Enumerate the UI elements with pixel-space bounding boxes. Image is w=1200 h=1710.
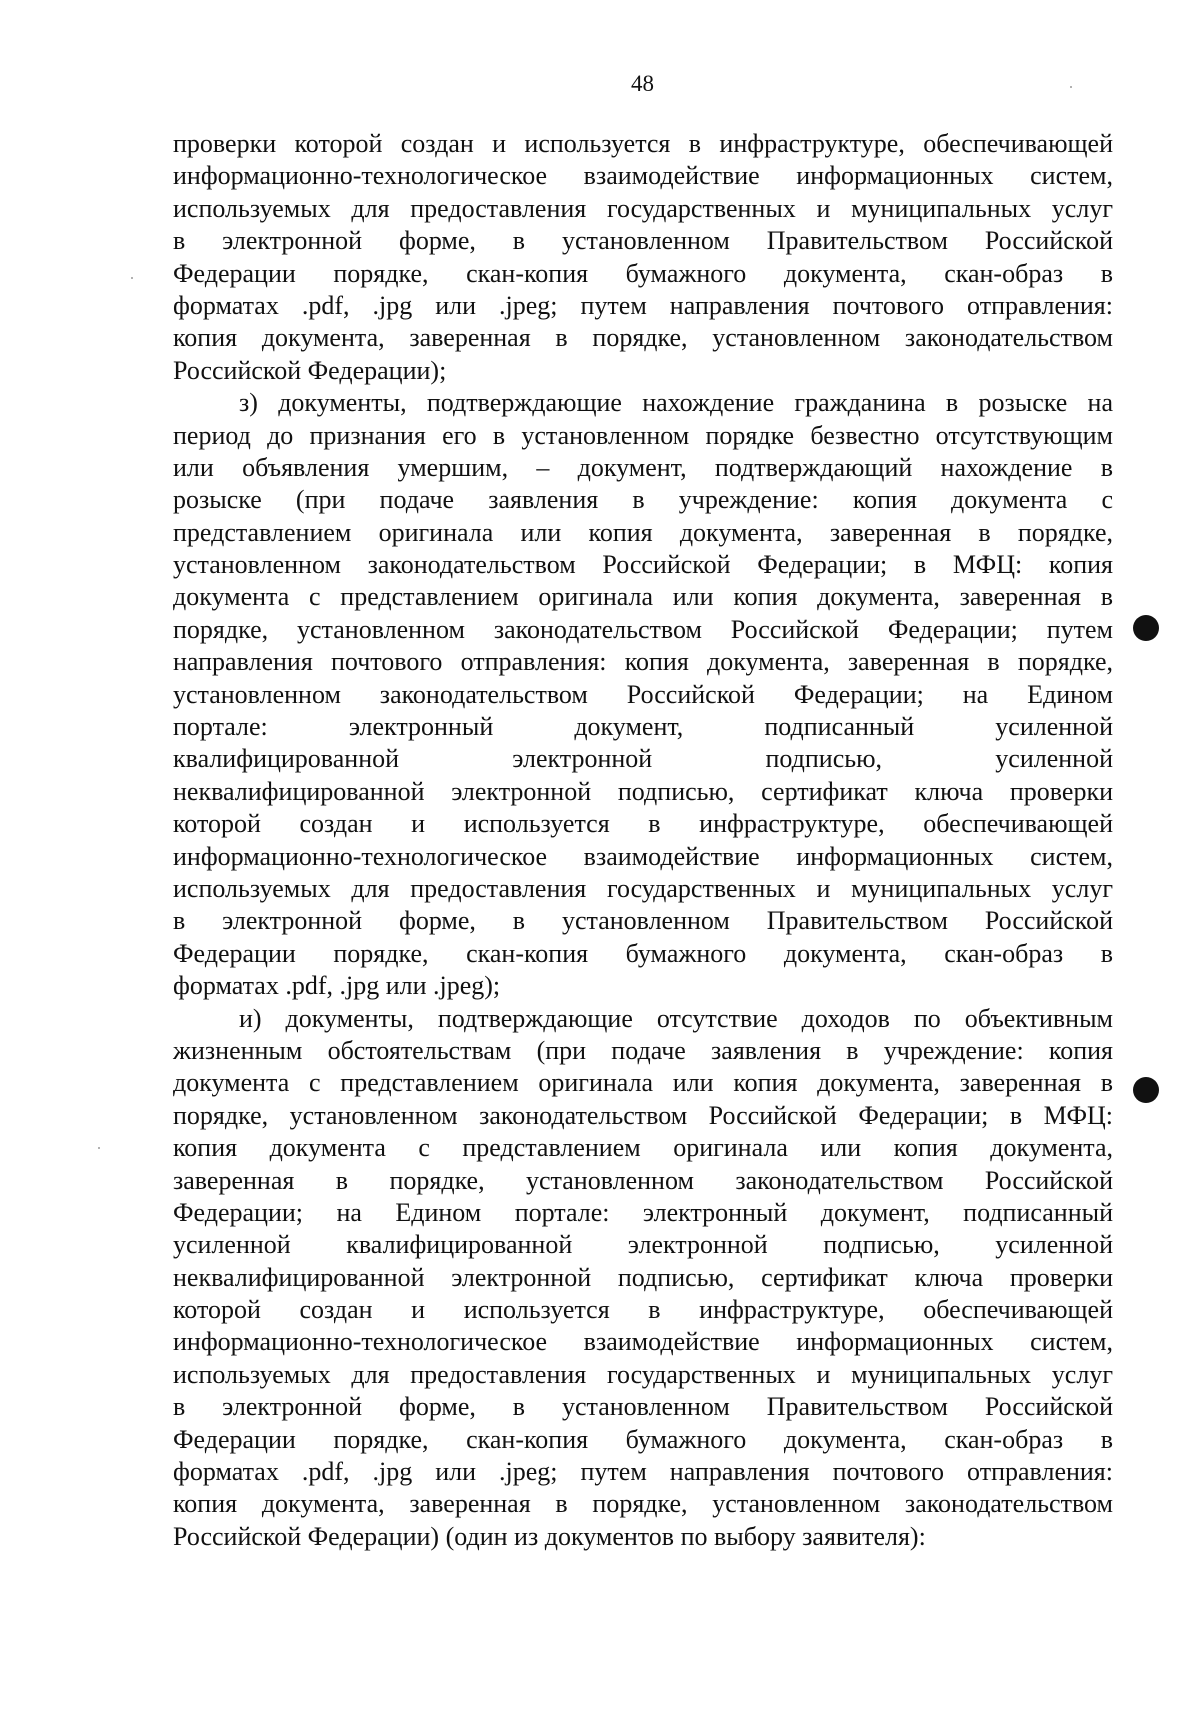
text-line: Федерации порядке, скан-копия бумажного документа, скан-образ в — [173, 258, 1113, 288]
text-line: неквалифицированной электронной подписью, сертификат ключа проверки — [173, 1262, 1113, 1292]
text-line: информационно-технологическое взаимодействие информационных систем, — [173, 161, 1113, 191]
text-line: которой создан и используется в инфраструктуре, обеспечивающей — [173, 809, 1113, 839]
text-line: Российской Федерации) (один из документов по выбору заявителя): — [173, 1521, 926, 1551]
scan-speck — [98, 1147, 100, 1149]
text-line: установленном законодательством Российской Федерации; в МФЦ: копия — [173, 550, 1113, 580]
punch-hole-mark — [1133, 615, 1159, 641]
text-line: Федерации порядке, скан-копия бумажного документа, скан-образ в — [173, 938, 1113, 968]
text-line: Федерации; на Едином портале: электронный документ, подписанный — [173, 1197, 1113, 1227]
text-line: квалифицированной электронной подписью, усиленной — [173, 744, 1113, 774]
text-line: период до признания его в установленном порядке безвестно отсутствующим — [173, 420, 1113, 450]
text-line: направления почтового отправления: копия документа, заверенная в порядке, — [173, 647, 1113, 677]
document-body — [173, 128, 1113, 1553]
text-line: в электронной форме, в установленном Правительством Российской — [173, 226, 1113, 256]
text-line: или объявления умершим, – документ, подтверждающий нахождение в — [173, 452, 1113, 482]
text-line: заверенная в порядке, установленном законодательством Российской — [173, 1165, 1113, 1195]
text-line: используемых для предоставления государственных и муниципальных услуг — [173, 873, 1113, 903]
text-line: и) документы, подтверждающие отсутствие доходов по объективным — [239, 1003, 1113, 1033]
text-line: установленном законодательством Российской Федерации; на Едином — [173, 679, 1113, 709]
text-line: документа с представлением оригинала или копия документа, заверенная в — [173, 582, 1113, 612]
text-line: копия документа с представлением оригинала или копия документа, — [173, 1133, 1113, 1163]
text-line: форматах .pdf, .jpg или .jpeg; путем направления почтового отправления: — [173, 1457, 1113, 1487]
text-line: в электронной форме, в установленном Правительством Российской — [173, 906, 1113, 936]
text-line: розыске (при подаче заявления в учреждение: копия документа с — [173, 485, 1113, 515]
text-line: используемых для предоставления государственных и муниципальных услуг — [173, 193, 1113, 223]
text-line: копия документа, заверенная в порядке, установленном законодательством — [173, 323, 1113, 353]
text-line: информационно-технологическое взаимодействие информационных систем, — [173, 1327, 1113, 1357]
text-line: представлением оригинала или копия документа, заверенная в порядке, — [173, 517, 1113, 547]
text-line: Федерации порядке, скан-копия бумажного документа, скан-образ в — [173, 1424, 1113, 1454]
text-line: которой создан и используется в инфраструктуре, обеспечивающей — [173, 1295, 1113, 1325]
text-line: жизненным обстоятельствам (при подаче заявления в учреждение: копия — [173, 1035, 1113, 1065]
punch-hole-mark — [1133, 1077, 1159, 1103]
text-line: Российской Федерации); — [173, 355, 447, 385]
text-line: документа с представлением оригинала или копия документа, заверенная в — [173, 1068, 1113, 1098]
text-line: проверки которой создан и используется в инфраструктуре, обеспечивающей — [173, 129, 1113, 158]
text-line: неквалифицированной электронной подписью, сертификат ключа проверки — [173, 776, 1113, 806]
scan-speck — [131, 277, 133, 279]
text-line: информационно-технологическое взаимодействие информационных систем, — [173, 841, 1113, 871]
text-line: форматах .pdf, .jpg или .jpeg); — [173, 971, 501, 1001]
text-line: порядке, установленном законодательством Российской Федерации; путем — [173, 614, 1113, 644]
text-line: используемых для предоставления государственных и муниципальных услуг — [173, 1359, 1113, 1389]
text-line: форматах .pdf, .jpg или .jpeg; путем направления почтового отправления: — [173, 290, 1113, 320]
text-line: портале: электронный документ, подписанный усиленной — [173, 712, 1113, 742]
text-line: копия документа, заверенная в порядке, установленном законодательством — [173, 1489, 1113, 1519]
text-line: в электронной форме, в установленном Правительством Российской — [173, 1392, 1113, 1422]
scan-speck — [1070, 86, 1072, 88]
text-line: порядке, установленном законодательством Российской Федерации; в МФЦ: — [173, 1100, 1113, 1130]
text-line: з) документы, подтверждающие нахождение гражданина в розыске на — [239, 388, 1113, 418]
text-line: усиленной квалифицированной электронной подписью, усиленной — [173, 1230, 1113, 1260]
page-number: 48 — [631, 71, 654, 96]
